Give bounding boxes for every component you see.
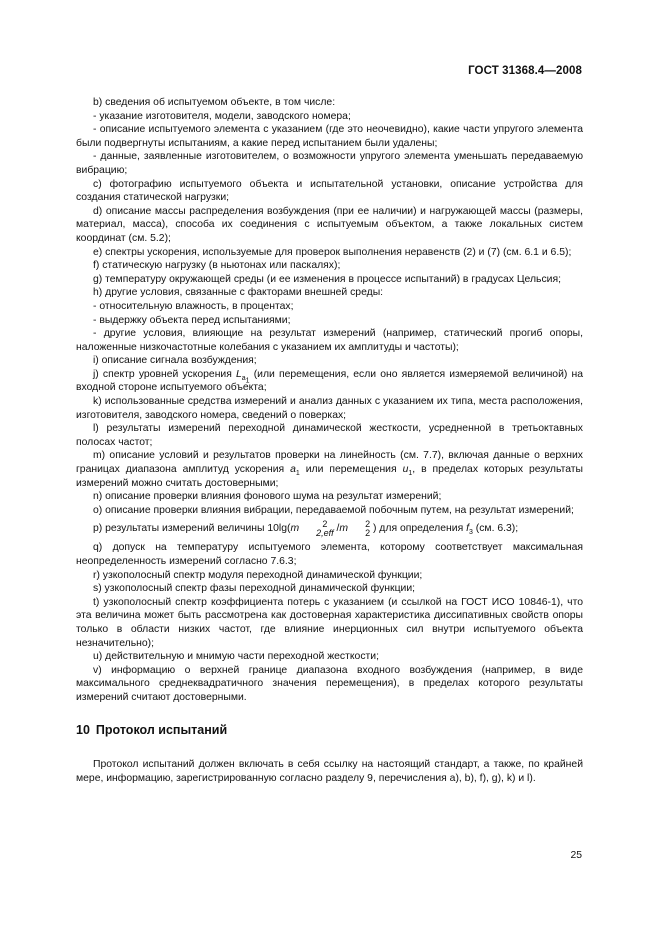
list-item: - данные, заявленные изготовителем, о возможности упругого элемента уменьшать передаваемую вибрацию;	[76, 151, 583, 176]
list-item: - относительную влажность, в процентах;	[93, 300, 294, 312]
list-item: - указание изготовителя, модели, заводского номера;	[93, 110, 351, 122]
list-item: d) описание массы распределения возбуждения (при ее наличии) и нагружающей массы (размеры, материал, масса), способа их соединения с испытуемым объектом, а также локальных систем координат (см. 5.2);	[76, 205, 583, 244]
page-number: 25	[570, 850, 582, 861]
report-content-list	[76, 96, 583, 705]
list-item: b) сведения об испытуемом объекте, в том числе:	[93, 97, 336, 108]
items-block-2	[76, 395, 583, 449]
items-block-1	[76, 96, 583, 368]
list-item: n) описание проверки влияния фонового шума на результат измерений;	[93, 491, 442, 503]
list-item: f) статическую нагрузку (в ньютонах или паскалях);	[93, 260, 341, 272]
list-item: e) спектры ускорения, используемые для проверок выполнения неравенств (2) и (7) (см. 6.1 и 6.5);	[93, 246, 572, 258]
section-text: Протокол испытаний должен включать в себя ссылку на настоящий стандарт, а также, по крайней мере, информацию, зарегистрированную согласно разделу 9, перечисления a), b), f), g), k) и l).	[76, 759, 583, 784]
items-block-3	[76, 490, 583, 517]
list-item: q) допуск на температуру испытуемого элемента, которому соответствует максимальная неопределенность измерений согласно 7.6.3;	[76, 542, 583, 567]
list-item: r) узкополосный спектр модуля переходной динамической функции;	[93, 569, 423, 581]
list-item: o) описание проверки влияния вибрации, передаваемой побочным путем, на результат измерений;	[93, 504, 574, 516]
list-item-j: j) спектр уровней ускорения $L_{a_1}$ (или перемещения, если оно является измеряемой величиной) на входной стороне испытуемого объекта;	[76, 368, 583, 394]
list-item: u) действительную и мнимую части переходной жесткости;	[93, 651, 379, 663]
list-item: k) использованные средства измерений и анализ данных с указанием их типа, места расположения, изготовителя, заводского номера, сведений о поверках;	[76, 396, 583, 421]
section-heading	[76, 723, 227, 737]
list-item: - другие условия, влияющие на результат измерений (например, статический прогиб опоры, наложенные низкочастотные колебания с указанием их амплитуды и частоты);	[76, 328, 583, 353]
list-item: g) температуру окружающей среды (и ее изменения в процессе испытаний) в градусах Цельсия;	[93, 273, 561, 285]
section-title: Протокол испытаний	[95, 723, 228, 737]
items-block-4	[76, 541, 583, 704]
list-item: - описание испытуемого элемента с указанием (где это неочевидно), какие части упругого элемента были подвергнуты испытаниям, а какие перед испытанием были удалены;	[76, 124, 583, 149]
list-item: t) узкополосный спектр коэффициента потерь с указанием (и ссылкой на ГОСТ ИСО 10846-1), что эта величина может быть рассмотрена как достоверная характеристика диссипативных свойств опоры только в области низких частот, где влияние инерционных сил внутри испытуемого объекта незначительно);	[76, 596, 583, 649]
list-item: - выдержку объекта перед испытаниями;	[93, 314, 291, 326]
section-number: 10	[76, 723, 90, 737]
list-item-p: p) результаты измерений величины 10lg(m 2 2,eff /m 2 2 ) для определения $f_3$ (см. 6.3);	[93, 518, 519, 538]
list-item: l) результаты измерений переходной динамической жесткости, усредненной в третьоктавных полосах частот;	[76, 423, 583, 448]
list-item: v) информацию о верхней границе диапазона входного возбуждения (например, в виде максимального среднеквадратичного значения перемещения), в пределах которого результаты измерений считают достоверными.	[76, 664, 583, 703]
list-item: s) узкополосный спектр фазы переходной динамической функции;	[93, 583, 416, 595]
standard-header: ГОСТ 31368.4—2008	[468, 65, 582, 77]
list-item: i) описание сигнала возбуждения;	[93, 355, 257, 367]
list-item: h) другие условия, связанные с факторами внешней среды:	[93, 287, 384, 299]
list-item-m: m) описание условий и результатов проверки на линейность (см. 7.7), включая данные о верхних границах диапазона амплитуд ускорения $a_1$ или перемещения $u_1$, в пределах которых результаты измерений можно считать достоверными;	[76, 450, 584, 489]
list-item: c) фотографию испытуемого объекта и испытательной установки, описание устройства для создания статической нагрузки;	[76, 178, 583, 204]
section-body	[76, 758, 583, 785]
